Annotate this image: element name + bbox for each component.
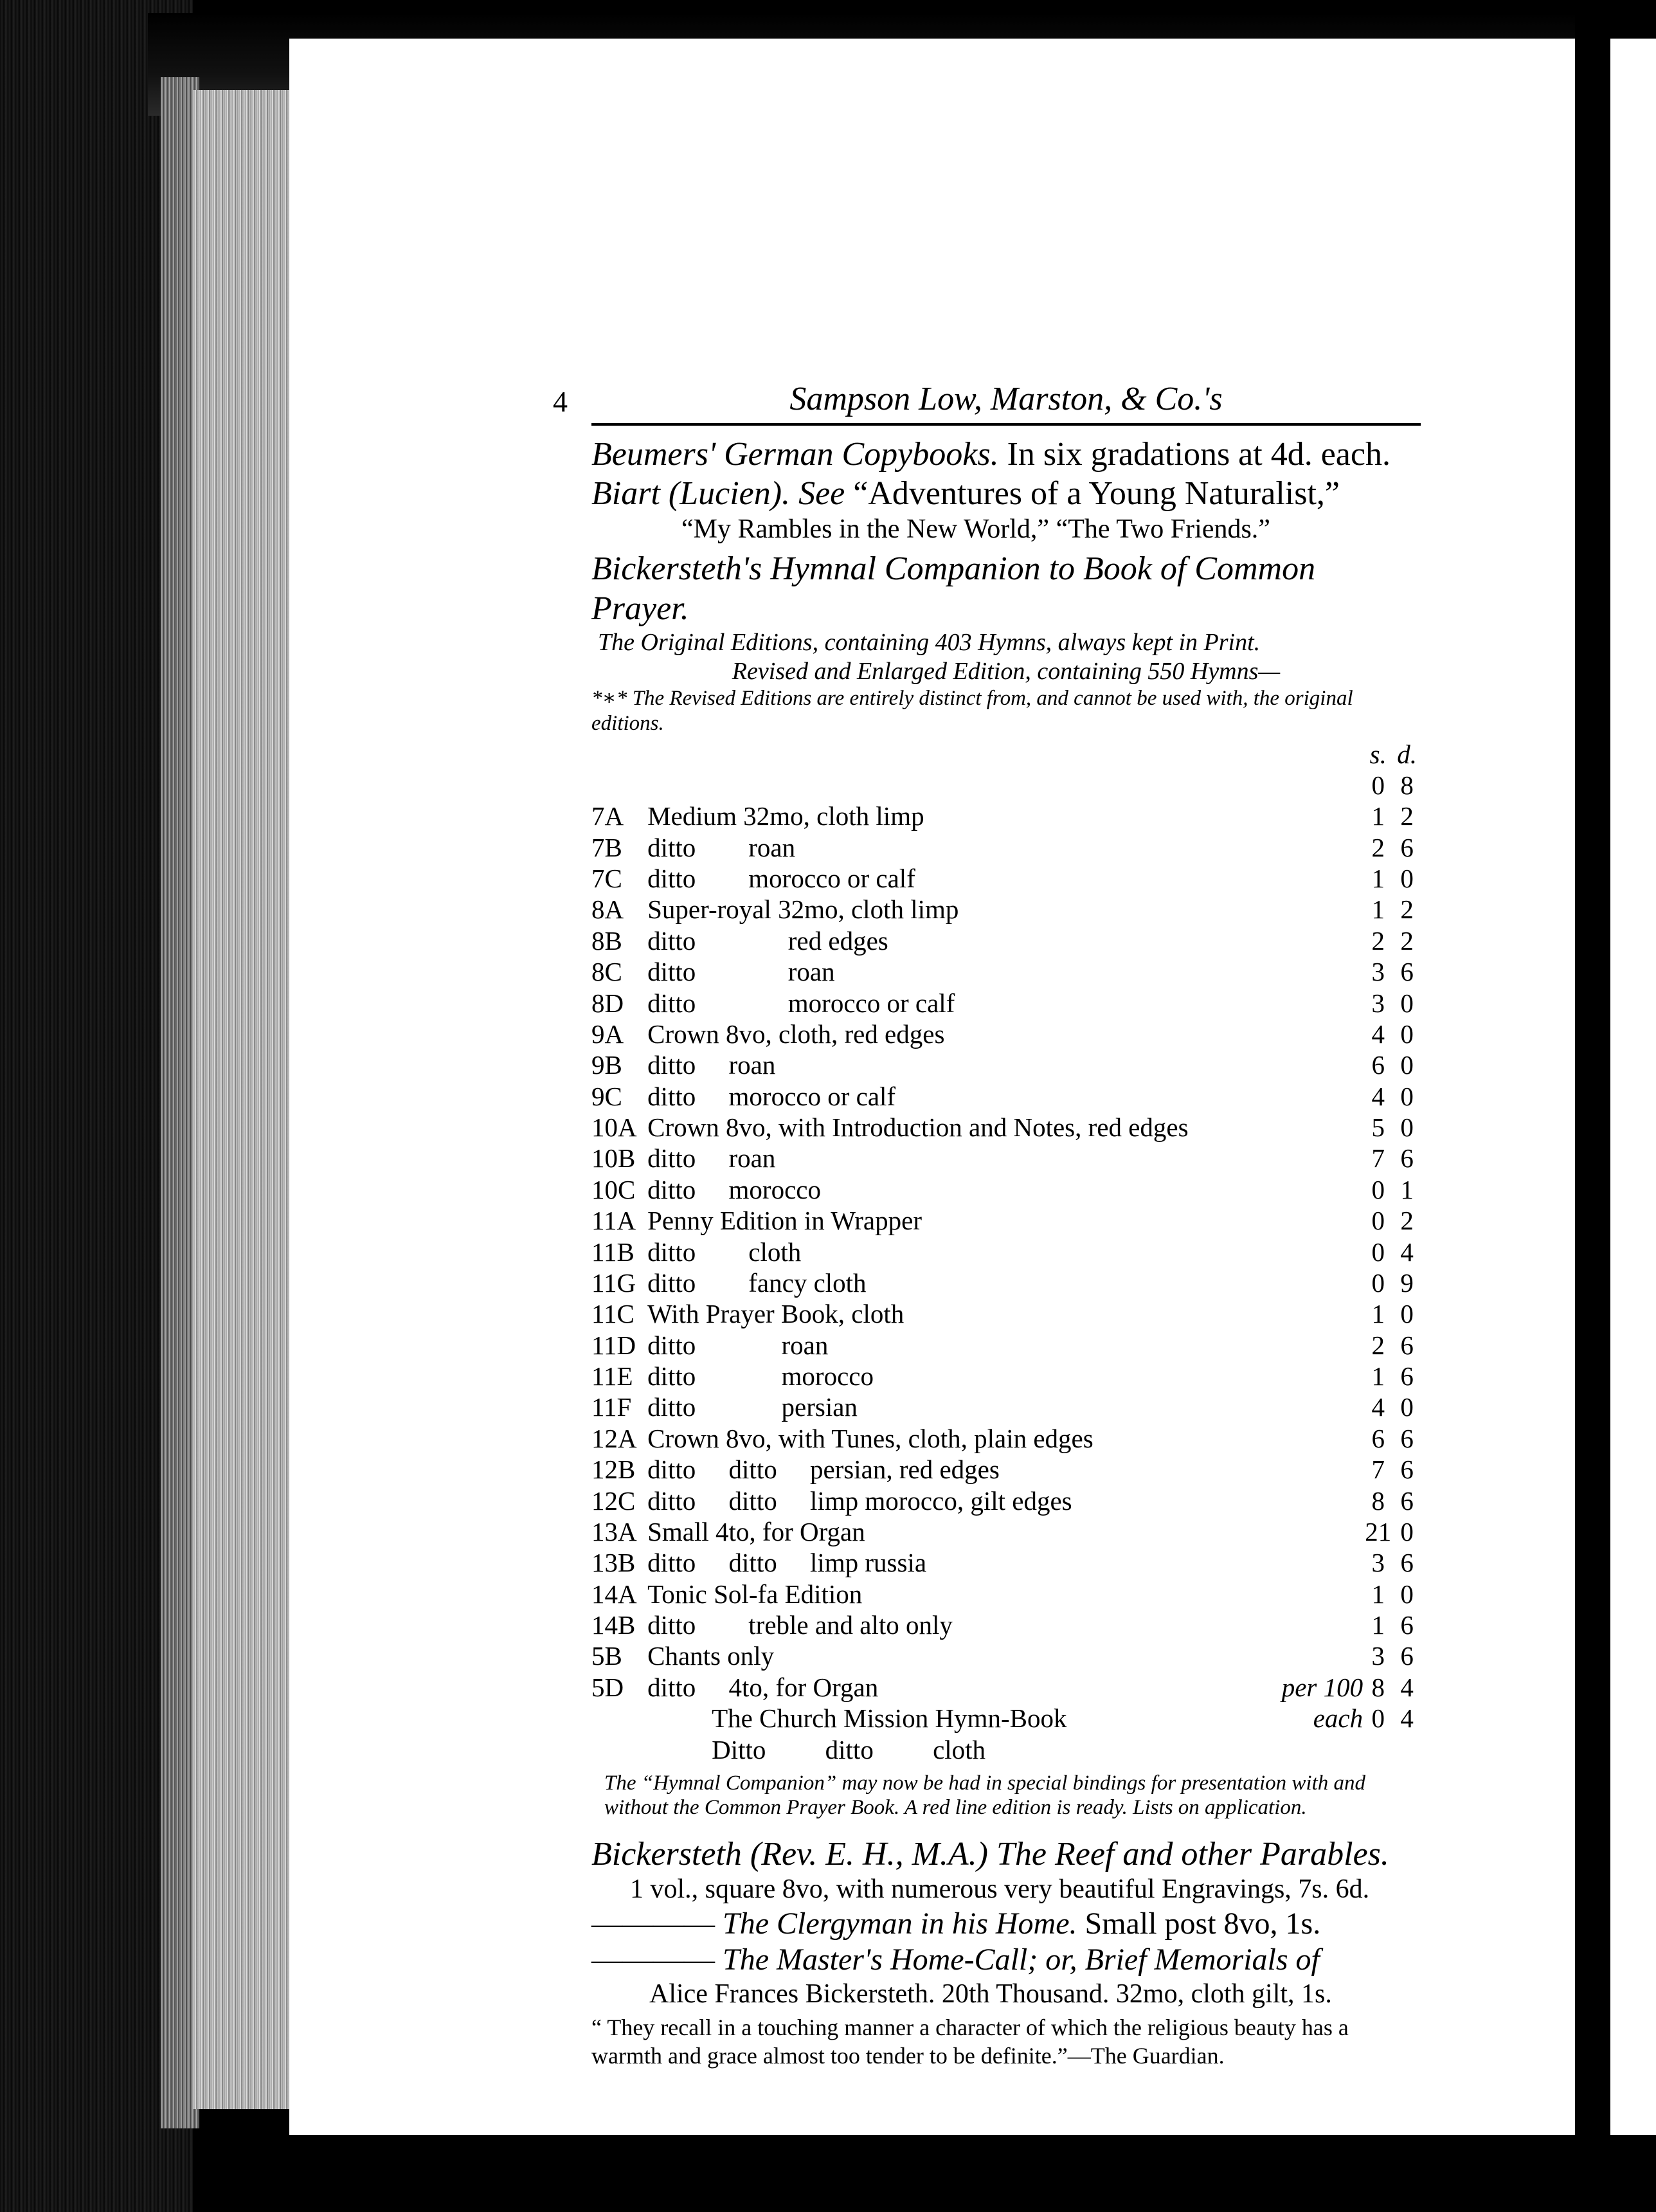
- edition-code: 10C: [591, 1174, 636, 1204]
- table-row: [591, 1703, 1421, 1734]
- edition-description: ditto roan: [647, 1143, 776, 1174]
- price-pence: 2: [1400, 1206, 1414, 1236]
- price-qualifier: [1282, 1081, 1363, 1112]
- edition-code: 7C: [591, 864, 622, 894]
- hymnal-price-table: [591, 739, 1421, 1765]
- price-pence: 4: [1400, 1672, 1414, 1702]
- table-row: [591, 1298, 1421, 1329]
- table-row: [591, 801, 1421, 831]
- edition-code: 10A: [591, 1112, 637, 1143]
- price-pence: 6: [1400, 1485, 1414, 1516]
- clergyman-entry: [591, 1906, 1421, 1943]
- table-row: [591, 925, 1421, 956]
- price-qualifier: [1282, 1298, 1363, 1329]
- page-edges: [193, 90, 289, 2109]
- table-row: [591, 1547, 1421, 1578]
- beumers-title: Beumers' German Copybooks.: [591, 436, 999, 473]
- price-qualifier: [1282, 1174, 1363, 1205]
- price-shillings: 5: [1371, 1112, 1385, 1143]
- price-shillings: 7: [1371, 1455, 1385, 1485]
- table-row: [591, 894, 1421, 925]
- price-qualifier: each: [1313, 1703, 1364, 1734]
- edition-description: ditto morocco: [647, 1361, 874, 1392]
- edition-description: Penny Edition in Wrapper: [647, 1206, 922, 1236]
- price-qualifier: [1282, 1143, 1363, 1174]
- edition-description: ditto ditto limp morocco, gilt edges: [647, 1485, 1072, 1516]
- table-row: [591, 1485, 1421, 1516]
- biart-title: Biart (Lucien).: [591, 475, 791, 512]
- edition-code: 11G: [591, 1267, 636, 1298]
- edition-description: ditto cloth: [647, 1237, 802, 1267]
- clergyman-text: Small post 8vo, 1s.: [1084, 1906, 1321, 1941]
- table-row: [591, 1049, 1421, 1080]
- price-pence: 6: [1400, 1330, 1414, 1360]
- price-pence: 6: [1400, 1641, 1414, 1671]
- edition-code: [591, 770, 647, 801]
- edition-code: 8B: [591, 925, 622, 956]
- price-shillings: 8: [1371, 1485, 1385, 1516]
- edition-description: ditto persian: [647, 1392, 858, 1422]
- edition-description: Crown 8vo, with Tunes, cloth, plain edges: [647, 1423, 1094, 1453]
- table-row: [591, 1423, 1421, 1454]
- edition-code: 11D: [591, 1330, 636, 1360]
- table-row: [591, 1143, 1421, 1174]
- reef-title: Bickersteth (Rev. E. H., M.A.) The Reef and other Parables.: [591, 1835, 1389, 1872]
- edition-code: 9C: [591, 1081, 622, 1111]
- price-pence: 2: [1400, 925, 1414, 956]
- price-qualifier: [1282, 770, 1363, 801]
- edition-code: [591, 1703, 647, 1734]
- price-shillings: 4: [1371, 1392, 1385, 1422]
- shillings-header: s.: [1369, 739, 1387, 769]
- price-shillings: 0: [1371, 770, 1385, 800]
- page-header: [553, 373, 1421, 426]
- price-shillings: 0: [1371, 1206, 1385, 1236]
- edition-description: Super-royal 32mo, cloth limp: [647, 894, 959, 925]
- price-pence: [1393, 1734, 1421, 1765]
- table-row: [591, 1516, 1421, 1547]
- guardian-quote: “ They recall in a touching manner a character of which the religious beauty has a warmth and grace almost too tender to be definite.”—The Guardian.: [591, 2015, 1349, 2069]
- dash-rule: ————: [591, 1906, 715, 1941]
- edition-description: ditto morocco: [647, 1174, 821, 1204]
- price-shillings: 4: [1371, 1081, 1385, 1111]
- edition-description: ditto morocco or calf: [647, 988, 955, 1018]
- edition-code: 12C: [591, 1485, 636, 1516]
- beumers-text: In six gradations at 4d. each.: [1007, 436, 1390, 473]
- edition-code: 11B: [591, 1237, 634, 1267]
- price-pence: 6: [1400, 832, 1414, 862]
- master-entry: [591, 1942, 1421, 1979]
- price-pence: 4: [1400, 1237, 1414, 1267]
- page-content: [553, 373, 1421, 2070]
- edition-description: ditto treble and alto only: [647, 1610, 953, 1640]
- edition-code: 7A: [591, 801, 624, 831]
- price-qualifier: [1282, 1049, 1363, 1080]
- price-qualifier: [1282, 894, 1363, 925]
- price-qualifier: [1282, 1019, 1363, 1049]
- biart-entry: [591, 474, 1421, 513]
- price-qualifier: [1282, 1423, 1363, 1454]
- edition-code: 5D: [591, 1672, 624, 1702]
- table-row: [591, 1267, 1421, 1298]
- edition-code: 11A: [591, 1206, 636, 1236]
- edition-code: 10B: [591, 1143, 636, 1174]
- price-shillings: 0: [1371, 1703, 1385, 1734]
- table-row: [591, 1174, 1421, 1205]
- edition-description: [647, 770, 1282, 801]
- edition-code: 9A: [591, 1019, 624, 1049]
- price-pence: 6: [1400, 1143, 1414, 1174]
- price-pence: 0: [1400, 1019, 1414, 1049]
- edition-code: 12B: [591, 1455, 636, 1485]
- price-shillings: [1363, 1734, 1393, 1765]
- clergyman-title: The Clergyman in his Home.: [723, 1906, 1077, 1941]
- price-qualifier: [1282, 1205, 1363, 1236]
- price-qualifier: [1282, 1640, 1363, 1671]
- edition-code: 13B: [591, 1548, 636, 1578]
- biart-text1: “Adventures of a Young Naturalist,”: [853, 475, 1340, 512]
- beumers-entry: [591, 435, 1421, 474]
- price-pence: 0: [1400, 1050, 1414, 1080]
- price-pence: 0: [1400, 1516, 1414, 1546]
- price-qualifier: [1282, 1237, 1363, 1267]
- price-qualifier: [1282, 1516, 1363, 1547]
- page-number: 4: [553, 385, 568, 418]
- table-row: [591, 863, 1421, 894]
- edition-description: ditto 4to, for Organ: [647, 1672, 879, 1702]
- dash-rule: ————: [591, 1943, 715, 1977]
- price-qualifier: [1282, 1579, 1363, 1609]
- edition-description: ditto ditto limp russia: [647, 1548, 927, 1578]
- price-shillings: 1: [1371, 801, 1385, 831]
- edition-code: 9B: [591, 1050, 622, 1080]
- edition-code: 12A: [591, 1423, 637, 1453]
- edition-description: ditto roan: [647, 957, 835, 987]
- table-row: [591, 1392, 1421, 1422]
- price-pence: 0: [1400, 988, 1414, 1018]
- price-pence: 0: [1400, 864, 1414, 894]
- bindings-note: The “Hymnal Companion” may now be had in special bindings for presentation with and without the Common Prayer Book. A red line edition is ready. Lists on application.: [604, 1771, 1366, 1819]
- price-shillings: 2: [1371, 1330, 1385, 1360]
- price-pence: 4: [1400, 1703, 1414, 1734]
- biart-see: See: [798, 475, 845, 512]
- price-shillings: 0: [1371, 1174, 1385, 1204]
- price-pence: 0: [1400, 1081, 1414, 1111]
- price-shillings: 4: [1371, 1019, 1385, 1049]
- price-pence: 1: [1400, 1174, 1414, 1204]
- price-qualifier: [1282, 1267, 1363, 1298]
- table-row: [591, 988, 1421, 1019]
- price-qualifier: [1282, 1330, 1363, 1361]
- price-pence: 6: [1400, 1610, 1414, 1640]
- bickersteth-line2: Revised and Enlarged Edition, containing 550 Hymns—: [732, 657, 1281, 685]
- table-row: [591, 1237, 1421, 1267]
- price-qualifier: [1282, 925, 1363, 956]
- price-shillings: 0: [1371, 1237, 1385, 1267]
- edition-description: Crown 8vo, cloth, red edges: [647, 1019, 945, 1049]
- price-shillings: 3: [1371, 988, 1385, 1018]
- price-shillings: 1: [1371, 1299, 1385, 1329]
- pence-header: d.: [1397, 739, 1418, 769]
- price-qualifier: [1282, 832, 1363, 863]
- price-pence: 0: [1400, 1392, 1414, 1422]
- table-row: [591, 1361, 1421, 1392]
- price-pence: 6: [1400, 1423, 1414, 1453]
- price-pence: 2: [1400, 894, 1414, 925]
- edition-description: Medium 32mo, cloth limp: [647, 801, 924, 831]
- edition-description: With Prayer Book, cloth: [647, 1299, 905, 1329]
- edition-description: Small 4to, for Organ: [647, 1516, 865, 1546]
- table-row: [591, 1454, 1421, 1485]
- table-row: [591, 1112, 1421, 1143]
- master-title: The Master's Home-Call; or, Brief Memorials of: [723, 1943, 1320, 1977]
- edition-code: 8D: [591, 988, 624, 1018]
- reef-line1: 1 vol., square 8vo, with numerous very beautiful Engravings, 7s. 6d.: [630, 1874, 1370, 1905]
- master-text: Alice Frances Bickersteth. 20th Thousand. 32mo, cloth gilt, 1s.: [649, 1979, 1332, 2009]
- price-pence: 6: [1400, 957, 1414, 987]
- price-pence: 6: [1400, 1455, 1414, 1485]
- price-shillings: 1: [1371, 1610, 1385, 1640]
- price-pence: 2: [1400, 801, 1414, 831]
- price-qualifier: [1282, 1547, 1363, 1578]
- edition-code: 14A: [591, 1579, 637, 1609]
- edition-description: ditto morocco or calf: [647, 864, 915, 894]
- price-shillings: 2: [1371, 925, 1385, 956]
- table-row: [591, 1081, 1421, 1112]
- edition-code: 11E: [591, 1361, 633, 1392]
- price-pence: 0: [1400, 1112, 1414, 1143]
- edition-code: 8C: [591, 957, 622, 987]
- edition-code: 14B: [591, 1610, 636, 1640]
- price-qualifier: per 100: [1281, 1672, 1364, 1702]
- bickersteth-title: Bickersteth's Hymnal Companion to Book of Common Prayer.: [591, 550, 1316, 627]
- price-pence: 0: [1400, 1299, 1414, 1329]
- table-row: [591, 956, 1421, 987]
- edition-description: The Church Mission Hymn-Book: [712, 1703, 1067, 1734]
- edition-description: ditto morocco or calf: [647, 1081, 896, 1111]
- edition-code: 8A: [591, 894, 624, 925]
- price-qualifier: [1282, 1112, 1363, 1143]
- edition-code: [591, 1734, 647, 1765]
- edition-description: Tonic Sol-fa Edition: [647, 1579, 863, 1609]
- price-qualifier: [1282, 863, 1363, 894]
- edition-code: 11C: [591, 1299, 634, 1329]
- edition-description: ditto roan: [647, 1050, 776, 1080]
- price-shillings: 6: [1371, 1423, 1385, 1453]
- price-shillings: 6: [1371, 1050, 1385, 1080]
- bickersteth-notice: *∗* The Revised Editions are entirely distinct from, and cannot be used with, the original editions.: [591, 686, 1353, 735]
- price-shillings: 3: [1371, 957, 1385, 987]
- price-pence: 6: [1400, 1548, 1414, 1578]
- price-shillings: 2: [1371, 832, 1385, 862]
- price-shillings: 3: [1371, 1641, 1385, 1671]
- table-row: [591, 1205, 1421, 1236]
- edition-code: 5B: [591, 1641, 622, 1671]
- price-shillings: 21: [1365, 1516, 1392, 1546]
- running-head: Sampson Low, Marston, & Co.'s: [789, 381, 1223, 417]
- price-qualifier: [1282, 1609, 1363, 1640]
- edition-code: 7B: [591, 832, 622, 862]
- price-shillings: 3: [1371, 1548, 1385, 1578]
- biart-text2: “My Rambles in the New World,” “The Two Friends.”: [681, 514, 1270, 544]
- price-shillings: 0: [1371, 1267, 1385, 1298]
- edition-description: ditto fancy cloth: [647, 1267, 867, 1298]
- edition-description: ditto ditto persian, red edges: [647, 1455, 1000, 1485]
- next-page-strip: [1575, 0, 1656, 2212]
- price-shillings: 1: [1371, 1579, 1385, 1609]
- table-row: [591, 1672, 1421, 1703]
- edition-description: Chants only: [647, 1641, 775, 1671]
- price-shillings: 8: [1371, 1672, 1385, 1702]
- table-row: [591, 1734, 1421, 1765]
- edition-code: 13A: [591, 1516, 637, 1546]
- price-qualifier: [1282, 801, 1363, 831]
- price-qualifier: [1282, 1454, 1363, 1485]
- price-qualifier: [1282, 1361, 1363, 1392]
- price-shillings: 1: [1371, 864, 1385, 894]
- table-row: [591, 1330, 1421, 1361]
- edition-code: 11F: [591, 1392, 632, 1422]
- edition-description: Crown 8vo, with Introduction and Notes, red edges: [647, 1112, 1189, 1143]
- price-shillings: 1: [1371, 1361, 1385, 1392]
- price-qualifier: [1282, 956, 1363, 987]
- table-row: [591, 770, 1421, 801]
- bickersteth-line1: The Original Editions, containing 403 Hymns, always kept in Print.: [598, 628, 1261, 656]
- edition-description: ditto roan: [647, 1330, 829, 1360]
- table-row: [591, 832, 1421, 863]
- price-qualifier: [1282, 1392, 1363, 1422]
- table-row: [591, 1019, 1421, 1049]
- price-qualifier: [1282, 1485, 1363, 1516]
- price-qualifier: [1282, 988, 1363, 1019]
- table-row: [591, 1640, 1421, 1671]
- table-header-row: [591, 739, 1421, 770]
- table-row: [591, 1579, 1421, 1609]
- price-shillings: 7: [1371, 1143, 1385, 1174]
- price-pence: 9: [1400, 1267, 1414, 1298]
- price-pence: 8: [1400, 770, 1414, 800]
- price-pence: 6: [1400, 1361, 1414, 1392]
- price-pence: 0: [1400, 1579, 1414, 1609]
- edition-description: ditto red edges: [647, 925, 888, 956]
- price-shillings: 1: [1371, 894, 1385, 925]
- table-row: [591, 1609, 1421, 1640]
- edition-description: ditto roan: [647, 832, 796, 862]
- price-qualifier: [1282, 1734, 1363, 1765]
- edition-description: Ditto ditto cloth: [712, 1734, 986, 1764]
